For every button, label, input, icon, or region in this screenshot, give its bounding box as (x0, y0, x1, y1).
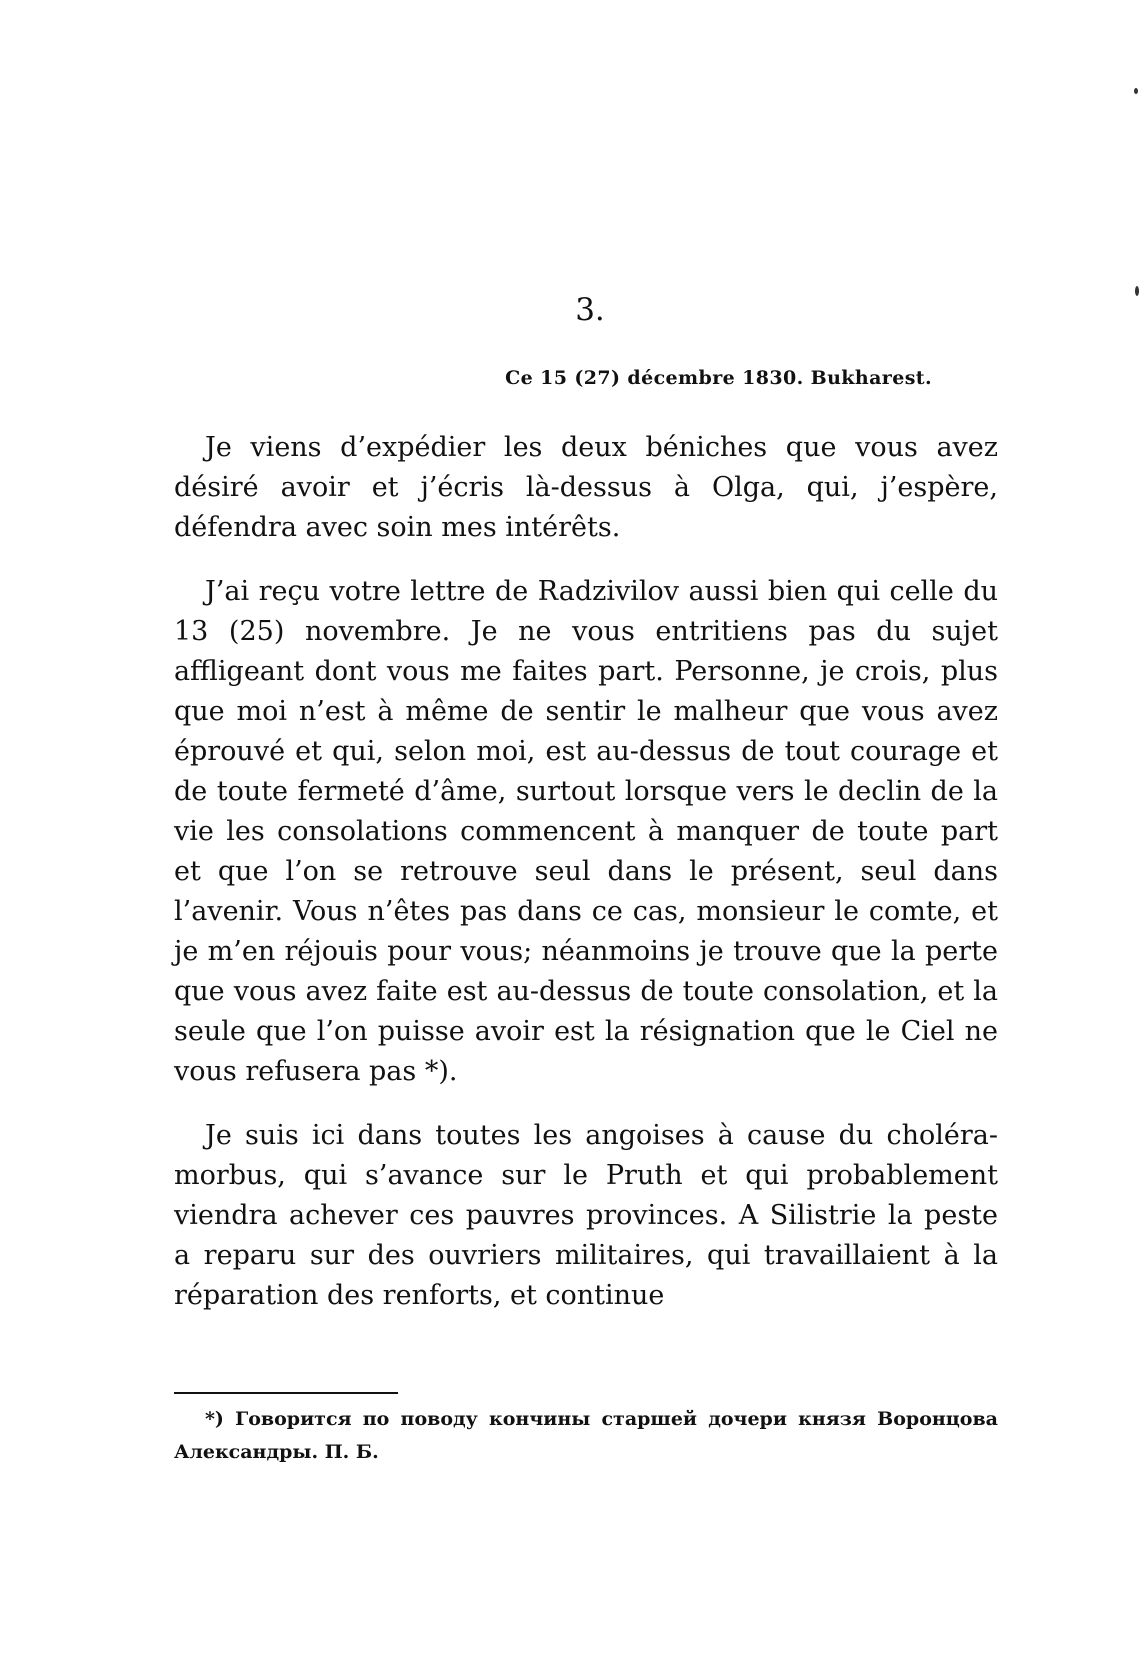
letter-number: 3. (575, 292, 605, 328)
letter-dateline: Ce 15 (27) décembre 1830. Bukharest. (505, 367, 932, 389)
paragraph-3: Je suis ici dans toutes les angoises à cause du choléra-morbus, qui s’avance sur le Pruth et qui probablement viendra achever ces pauvres provinces. A Silistrie la peste a reparu sur des ouvriers militaires, qui travaillaient à la réparation des renforts, et continue (174, 1120, 998, 1311)
scan-speck-mid (1135, 286, 1139, 296)
scan-speck-top (1134, 88, 1138, 94)
letter-body (174, 428, 998, 1316)
footnote-rule (174, 1392, 398, 1394)
paragraph-1: Je viens d’expédier les deux béniches que vous avez désiré avoir et j’écris là-dessus à Olga, qui, j’espère, défendra avec soin mes intérêts. (174, 432, 998, 543)
paragraph-2: J’ai reçu votre lettre de Radzivilov aussi bien qui celle du 13 (25) novembre. Je ne vous entritiens pas du sujet affligeant dont vous me faites part. Personne, je crois, plus que moi n’est à même de sentir le malheur que vous avez éprouvé et qui, selon moi, est au-dessus de tout courage et de toute fermeté d’âme, surtout lorsque vers le declin de la vie les consolations commencent à manquer de toute part et que l’on se retrouve seul dans le présent, seul dans l’avenir. Vous n’êtes pas dans ce cas, monsieur le comte, et je m’en réjouis pour vous; néanmoins je trouve que la perte que vous avez faite est au-dessus de toute consolation, et la seule que l’on puisse avoir est la résignation que le Ciel ne vous refusera pas *). (174, 576, 998, 1087)
footnote: *) Говорится по поводу кончины старшей дочери князя Воронцова Александры. П. Б. (174, 1408, 998, 1463)
